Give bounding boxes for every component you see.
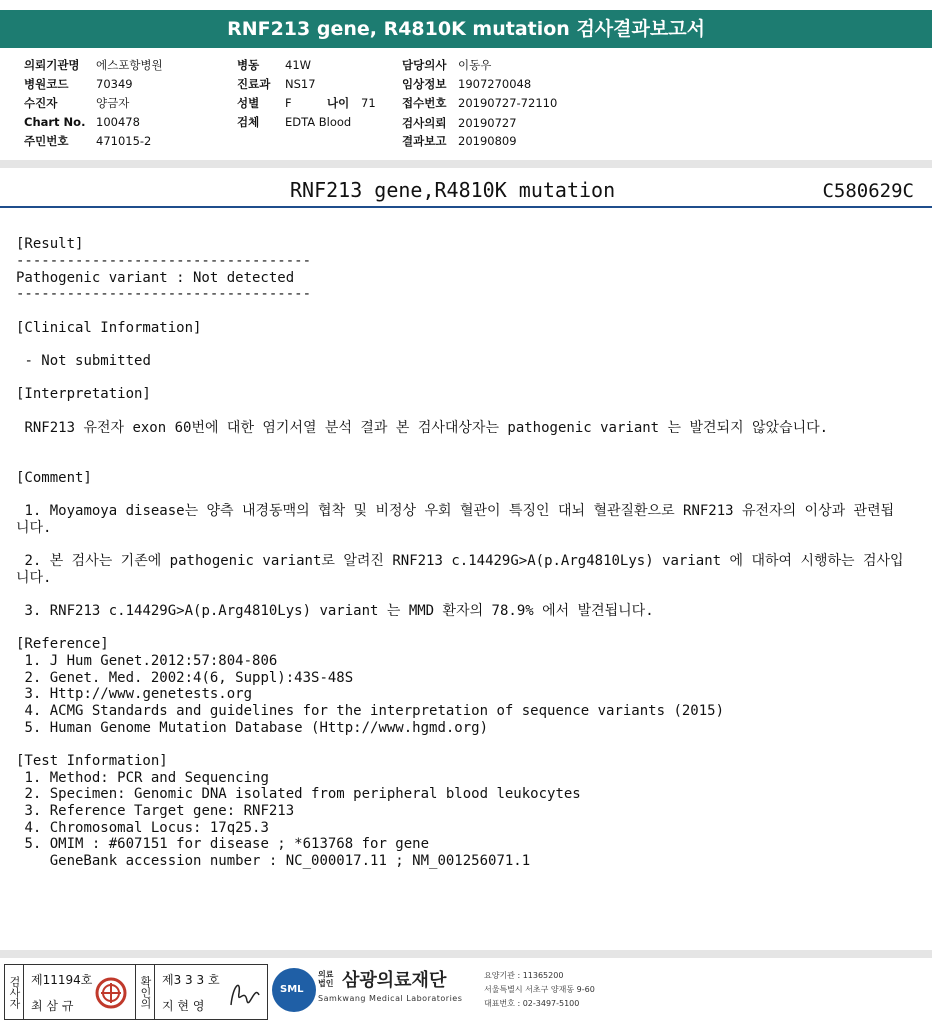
test-code: C580629C [822, 180, 914, 202]
hospital-code-value: 70349 [96, 77, 133, 91]
examiner-label-text: 검사자 [8, 975, 21, 1009]
sex-label: 성별 [237, 96, 260, 110]
comment-heading: [Comment] [16, 470, 92, 486]
sml-logo-icon [272, 968, 316, 1012]
doctor-label: 담당의사 [402, 58, 447, 72]
confirmer-name: 지 현 영 [162, 999, 205, 1013]
reception-row [402, 95, 557, 111]
clinical-label: 임상정보 [402, 77, 447, 91]
doctor-row [402, 57, 491, 73]
divider-bottom [0, 950, 932, 958]
specimen-label: 검체 [237, 115, 260, 129]
sex-value: F [285, 96, 292, 110]
comment-2: 2. 본 검사는 기존에 pathogenic variant로 알려진 RNF213 c.14429G>A(p.Arg4810Lys) variant 에 대하여 시행하는 검사입니다. [16, 553, 904, 586]
test-info-3: 3. Reference Target gene: RNF213 [16, 803, 295, 819]
result-heading: [Result] [16, 236, 84, 252]
ward-row [237, 57, 311, 73]
report-date-label: 결과보고 [402, 134, 447, 148]
hospital-label: 의뢰기관명 [24, 58, 80, 72]
hospital-row [24, 57, 163, 73]
divider-top [0, 160, 932, 168]
request-row [402, 115, 517, 131]
clinical-heading: [Clinical Information] [16, 320, 202, 336]
test-info-6: GeneBank accession number : NC_000017.11 ; NM_001256071.1 [16, 853, 531, 869]
specimen-row [237, 114, 351, 130]
hospital-code-label: 병원코드 [24, 77, 69, 91]
interpretation-heading: [Interpretation] [16, 386, 151, 402]
reference-heading: [Reference] [16, 636, 109, 652]
result-dash-bottom: ----------------------------------- [16, 286, 312, 302]
patient-row [24, 95, 129, 111]
address: 서울특별시 서초구 양재동 9-60 [484, 985, 595, 994]
reference-2: 2. Genet. Med. 2002:4(6, Suppl):43S-48S [16, 670, 354, 686]
result-dash-top: ----------------------------------- [16, 253, 312, 269]
id-row [24, 133, 151, 149]
footer [0, 960, 932, 1030]
specimen-value: EDTA Blood [285, 115, 352, 129]
test-info-4: 4. Chromosomal Locus: 17q25.3 [16, 820, 269, 836]
id-value: 471015-2 [96, 134, 152, 148]
comment-3: 3. RNF213 c.14429G>A(p.Arg4810Lys) variant 는 MMD 환자의 78.9% 에서 발견됩니다. [16, 603, 654, 619]
request-label: 검사의뢰 [402, 116, 447, 130]
clinical-row [402, 76, 531, 92]
age-value: 71 [361, 96, 376, 110]
dept-label: 진료과 [237, 77, 271, 91]
reception-label: 접수번호 [402, 96, 447, 110]
examiner-number: 제11194호 [31, 973, 93, 987]
care-number: 요양기관 : 11365200 [484, 971, 564, 980]
phone: 대표번호 : 02-3497-5100 [484, 999, 580, 1008]
org-name-en: Samkwang Medical Laboratories [318, 994, 463, 1003]
dept-value: NS17 [285, 77, 316, 91]
test-info-2: 2. Specimen: Genomic DNA isolated from peripheral blood leukocytes [16, 786, 581, 802]
patient-value: 양금자 [96, 96, 130, 110]
sex-row [237, 95, 376, 111]
org-name: 삼광의료재단 [342, 970, 447, 991]
examiner-name: 최 삼 규 [31, 999, 74, 1013]
report-heading [0, 178, 932, 204]
chart-row [24, 115, 140, 129]
reference-1: 1. J Hum Genet.2012:57:804-806 [16, 653, 278, 669]
test-info-heading: [Test Information] [16, 753, 168, 769]
doctor-value: 이동우 [458, 58, 492, 72]
request-value: 20190727 [458, 116, 517, 130]
report-title-bar: RNF213 gene, R4810K mutation 검사결과보고서 [0, 10, 932, 48]
ward-label: 병동 [237, 58, 260, 72]
patient-label: 수진자 [24, 96, 58, 110]
seal-stamp-icon [95, 977, 127, 1009]
reception-value: 20190727-72110 [458, 96, 558, 110]
org-prefix: 의료 법인 [318, 970, 334, 988]
test-info-1: 1. Method: PCR and Sequencing [16, 770, 269, 786]
test-title: RNF213 gene,R4810K mutation [290, 178, 616, 202]
confirmer-label [135, 965, 155, 1019]
clinical-value: 1907270048 [458, 77, 532, 91]
examiner-label [5, 965, 24, 1019]
logo-text: SML [280, 984, 304, 995]
test-info-5: 5. OMIM : #607151 for disease ; *613768 for gene [16, 836, 430, 852]
clinical-text: - Not submitted [16, 353, 151, 369]
ward-value: 41W [285, 58, 312, 72]
id-label: 주민번호 [24, 134, 69, 148]
interpretation-text: RNF213 유전자 exon 60번에 대한 염기서열 분석 결과 본 검사대상자는 pathogenic variant 는 발견되지 않았습니다. [16, 420, 829, 436]
hospital-code-row [24, 76, 133, 92]
report-date-row [402, 133, 517, 149]
reference-3: 3. Http://www.genetests.org [16, 686, 253, 702]
age-label: 나이 [327, 96, 350, 110]
dept-row [237, 76, 316, 92]
reference-5: 5. Human Genome Mutation Database (Http://www.hgmd.org) [16, 720, 489, 736]
chart-label: Chart No. [24, 115, 86, 129]
signature-icon [225, 975, 265, 1011]
divider-blue [0, 206, 932, 208]
signature-box [4, 964, 268, 1020]
result-text: Pathogenic variant : Not detected [16, 270, 295, 286]
hospital-value: 에스포항병원 [96, 58, 163, 72]
report-date-value: 20190809 [458, 134, 517, 148]
reference-4: 4. ACMG Standards and guidelines for the interpretation of sequence variants (2015) [16, 703, 725, 719]
confirmer-number: 제3 3 3 호 [162, 973, 220, 987]
chart-value: 100478 [96, 115, 140, 129]
confirmer-label-text: 확인의 [139, 975, 152, 1009]
comment-1: 1. Moyamoya disease는 양측 내경동맥의 협착 및 비정상 우회 혈관이 특징인 대뇌 혈관질환으로 RNF213 유전자의 이상과 관련됩니다. [16, 503, 895, 536]
